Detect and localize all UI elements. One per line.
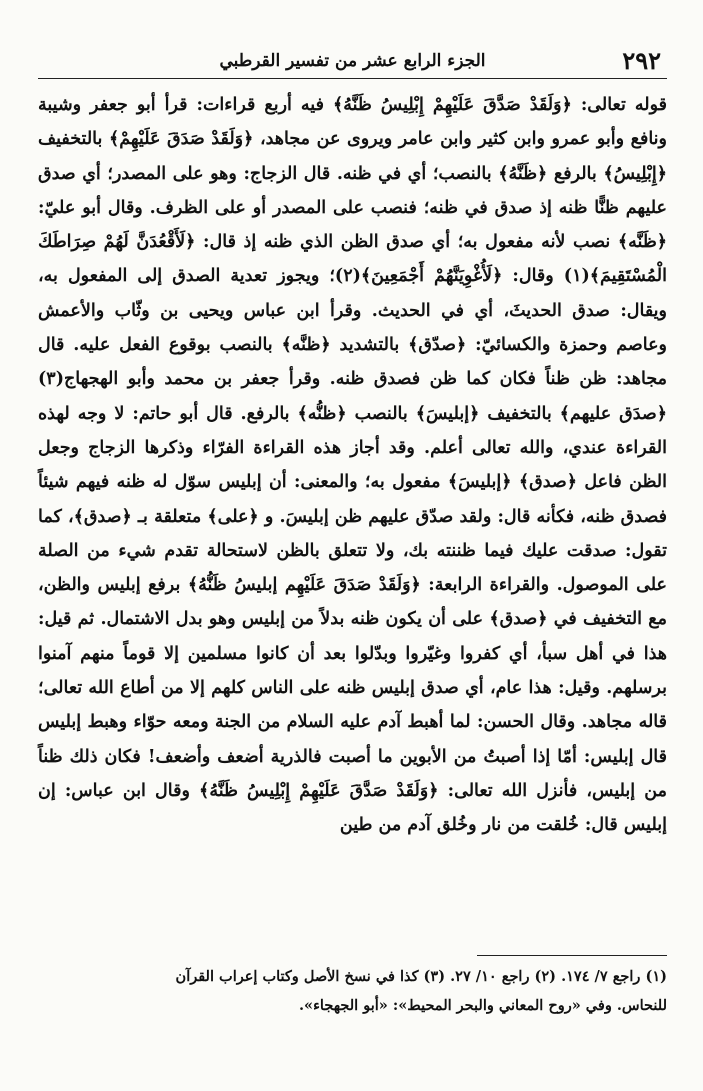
footnotes [38,962,667,1020]
page-header [38,44,667,79]
footnote-line-1: (١) راجع ٧/ ١٧٤. (٢) راجع ١٠/ ٢٧. (٣) كذا في نسخ الأصل وكتاب إعراب القرآن [175,968,667,985]
main-text [38,88,667,843]
footnote-line-2: للنحاس. وفي «روح المعاني والبحر المحيط»: «أبو الجهجاء». [298,997,667,1014]
footnote-divider [477,955,667,956]
page-number: ٢٩٢ [622,46,661,75]
body-paragraph: قوله تعالى: ﴿وَلَقَدْ صَدَّقَ عَلَيْهِمْ إِبْلِيسُ ظَنَّهُ﴾ فيه أربع قراءات: قرأ أبو جعفر وشيبة ونافع وأبو عمرو وابن كثير وابن عامر ويروى عن مجاهد، ﴿وَلَقَدْ صَدَقَ عَلَيْهِمْ﴾ بالتخفيف ﴿إِبْلِيسُ﴾ بالرفع ﴿ظَنَّهُ﴾ بالنصب؛ أي في ظنه. قال الزجاج: وهو على المصدر؛ أي صدق عليهم ظنًّا ظنه إذ صدق في ظنه؛ فنصب على المصدر أو على الظرف. وقال أبو عليّ: ﴿ظَنَّه﴾ نصب لأنه مفعول به؛ أي صدق الظن الذي ظنه إذ قال: ﴿لَأَقْعُدَنَّ لَهُمْ صِرَاطَكَ الْمُسْتَقِيمَ﴾(١) وقال: ﴿لَأُغْوِيَنَّهُمْ أَجْمَعِينَ﴾(٢)؛ ويجوز تعدية الصدق إلى المفعول به، ويقال: صدق الحديثَ، أي في الحديث. وقرأ ابن عباس ويحيى بن وثّاب والأعمش وعاصم وحمزة والكسائيّ: ﴿صدّق﴾ بالتشديد ﴿ظنَّه﴾ بالنصب بوقوع الفعل عليه. قال مجاهد: ظن ظناً فكان كما ظن فصدق ظنه. وقرأ جعفر بن محمد وأبو الهجهاج(٣) ﴿صدَق عليهم﴾ بالتخفيف ﴿إبليسَ﴾ بالنصب ﴿ظنُّه﴾ بالرفع. قال أبو حاتم: لا وجه لهذه القراءة عندي، والله تعالى أعلم. وقد أجاز هذه القراءة الفرّاء وذكرها الزجاج وجعل الظن فاعل ﴿صدق﴾ ﴿إبليسَ﴾ مفعول به؛ والمعنى: أن إبليس سوّل له ظنه فيهم شيئاً فصدق ظنه، فكأنه قال: ولقد صدّق عليهم ظن إبليسَ. و ﴿على﴾ متعلقة بـ ﴿صدق﴾، كما تقول: صدقت عليك فيما ظننته بك، ولا تتعلق بالظن لاستحالة تقدم شيء من الصلة على الموصول. والقراءة الرابعة: ﴿وَلَقَدْ صَدَقَ عَلَيْهِم إبليسُ ظَنُّهُ﴾ برفع إبليس والظن، مع التخفيف في ﴿صدق﴾ على أن يكون ظنه بدلاً من إبليس وهو بدل الاشتمال. ثم قيل: هذا في أهل سبأ، أي كفروا وغيّروا وبدّلوا بعد أن كانوا مسلمين إلا قوماً منهم آمنوا برسلهم. وقيل: هذا عام، أي صدق إبليس ظنه على الناس كلهم إلا من أطاع الله تعالى؛ قاله مجاهد. وقال الحسن: لما أهبط آدم عليه السلام من الجنة ومعه حوّاء وهبط إبليس قال إبليس: أمّا إذا أصبتُ من الأبوين ما أصبت فالذرية أضعف وأضعف! فكان ذلك ظناً من إبليس، فأنزل الله تعالى: ﴿وَلَقَدْ صَدَّقَ عَلَيْهِمْ إِبْلِيسُ ظَنَّهُ﴾ وقال ابن عباس: إن إبليس قال: خُلقت من نار وخُلق آدم من طين [38,95,667,836]
running-title: الجزء الرابع عشر من تفسير القرطبي [219,51,486,71]
